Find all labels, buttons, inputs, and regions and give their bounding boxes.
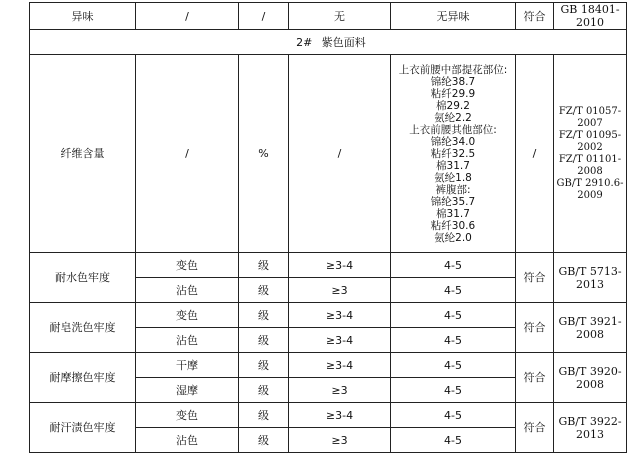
item-name: 耐摩擦色牢度 — [30, 353, 136, 403]
result-cell: 4-5 — [391, 253, 516, 278]
sub-item-cell: 湿摩 — [136, 378, 239, 403]
unit-cell: 级 — [239, 353, 289, 378]
item-name: 纤维含量 — [30, 55, 136, 253]
measure-cell: % — [239, 55, 289, 253]
item-name: 异味 — [30, 3, 136, 30]
result-cell: 4-5 — [391, 303, 516, 328]
fiber-result-line: 粘纤29.9 — [430, 87, 476, 100]
fastness-row — [30, 303, 627, 328]
result-cell: 无异味 — [391, 3, 516, 30]
result-cell: 4-5 — [391, 353, 516, 378]
measure-cell: / — [239, 3, 289, 30]
sample-header — [30, 30, 627, 55]
fastness-groups — [30, 253, 627, 453]
requirement-cell: ≥3-4 — [289, 353, 391, 378]
item-name: 耐皂洗色牢度 — [30, 303, 136, 353]
fiber-result-line: 粘纤32.5 — [430, 147, 476, 160]
sub-item-cell: 变色 — [136, 303, 239, 328]
requirement-cell: ≥3 — [289, 428, 391, 453]
fiber-result-line: 氨纶1.8 — [434, 171, 472, 184]
unit-cell: 级 — [239, 403, 289, 428]
unit-cell: 级 — [239, 278, 289, 303]
verdict-cell: 符合 — [516, 403, 554, 453]
unit-cell: 级 — [239, 328, 289, 353]
sub-item-cell: 变色 — [136, 253, 239, 278]
fastness-row — [30, 353, 627, 378]
fastness-row — [30, 403, 627, 428]
standard-cell: GB/T 3922-2013 — [554, 403, 627, 453]
unit-cell: 级 — [239, 428, 289, 453]
fiber-result-line: 锦纶38.7 — [430, 75, 476, 88]
fiber-standard-line: FZ/T 01057-2007 — [558, 105, 622, 129]
standard-cell: GB 18401-2010 — [554, 3, 627, 30]
fiber-result-line: 氨纶2.0 — [434, 231, 472, 244]
requirement-cell: ≥3-4 — [289, 303, 391, 328]
standard-cell: GB/T 5713-2013 — [554, 253, 627, 303]
result-cell: 4-5 — [391, 328, 516, 353]
sub-item-cell: 沾色 — [136, 428, 239, 453]
odor-row — [30, 3, 627, 30]
fiber-result-list — [391, 55, 516, 253]
fiber-result-line: 氨纶2.2 — [434, 111, 472, 124]
verdict-cell: 符合 — [516, 253, 554, 303]
requirement-cell: ≥3-4 — [289, 328, 391, 353]
sub-item-cell: 沾色 — [136, 328, 239, 353]
fiber-standard-list — [554, 55, 627, 253]
fastness-row — [30, 253, 627, 278]
requirement-cell: ≥3-4 — [289, 403, 391, 428]
sub-item-cell: 变色 — [136, 403, 239, 428]
result-cell: 4-5 — [391, 278, 516, 303]
unit-cell: 级 — [239, 253, 289, 278]
fiber-result-line: 粘纤30.6 — [430, 219, 476, 232]
test-report-table — [29, 2, 627, 453]
requirement-cell: ≥3-4 — [289, 253, 391, 278]
fiber-result-line: 上衣前腰中部提花部位: — [398, 63, 508, 76]
fiber-result-line: 棉31.7 — [436, 207, 470, 220]
unit-cell: / — [136, 55, 239, 253]
unit-cell: 级 — [239, 378, 289, 403]
fiber-result-line: 上衣前腰其他部位: — [409, 123, 497, 136]
sample-row — [30, 30, 627, 55]
fiber-result-line: 锦纶35.7 — [430, 195, 476, 208]
requirement-cell: ≥3 — [289, 378, 391, 403]
fiber-content-row — [30, 55, 627, 253]
fiber-result-line: 棉31.7 — [436, 159, 470, 172]
fiber-result-line: 棉29.2 — [436, 99, 470, 112]
result-cell: 4-5 — [391, 428, 516, 453]
item-name: 耐汗渍色牢度 — [30, 403, 136, 453]
standard-cell: GB/T 3920-2008 — [554, 353, 627, 403]
standard-cell: GB/T 3921-2008 — [554, 303, 627, 353]
requirement-cell: ≥3 — [289, 278, 391, 303]
requirement-cell: / — [289, 55, 391, 253]
fiber-standard-line: GB/T 2910.6-2009 — [556, 177, 624, 201]
result-cell: 4-5 — [391, 403, 516, 428]
fiber-standard-line: FZ/T 01101-2008 — [558, 153, 622, 177]
fiber-result-line: 锦纶34.0 — [430, 135, 476, 148]
unit-cell: 级 — [239, 303, 289, 328]
sub-item-cell: 沾色 — [136, 278, 239, 303]
verdict-cell: / — [516, 55, 554, 253]
sample-name: 紫色面料 — [321, 35, 366, 49]
verdict-cell: 符合 — [516, 353, 554, 403]
requirement-cell: 无 — [289, 3, 391, 30]
unit-cell: / — [136, 3, 239, 30]
result-cell: 4-5 — [391, 378, 516, 403]
fiber-standard-line: FZ/T 01095-2002 — [558, 129, 622, 153]
fiber-result-line: 裤腹部: — [435, 183, 471, 196]
sub-item-cell: 干摩 — [136, 353, 239, 378]
verdict-cell: 符合 — [516, 3, 554, 30]
verdict-cell: 符合 — [516, 303, 554, 353]
item-name: 耐水色牢度 — [30, 253, 136, 303]
sample-number: 2# — [296, 35, 313, 49]
